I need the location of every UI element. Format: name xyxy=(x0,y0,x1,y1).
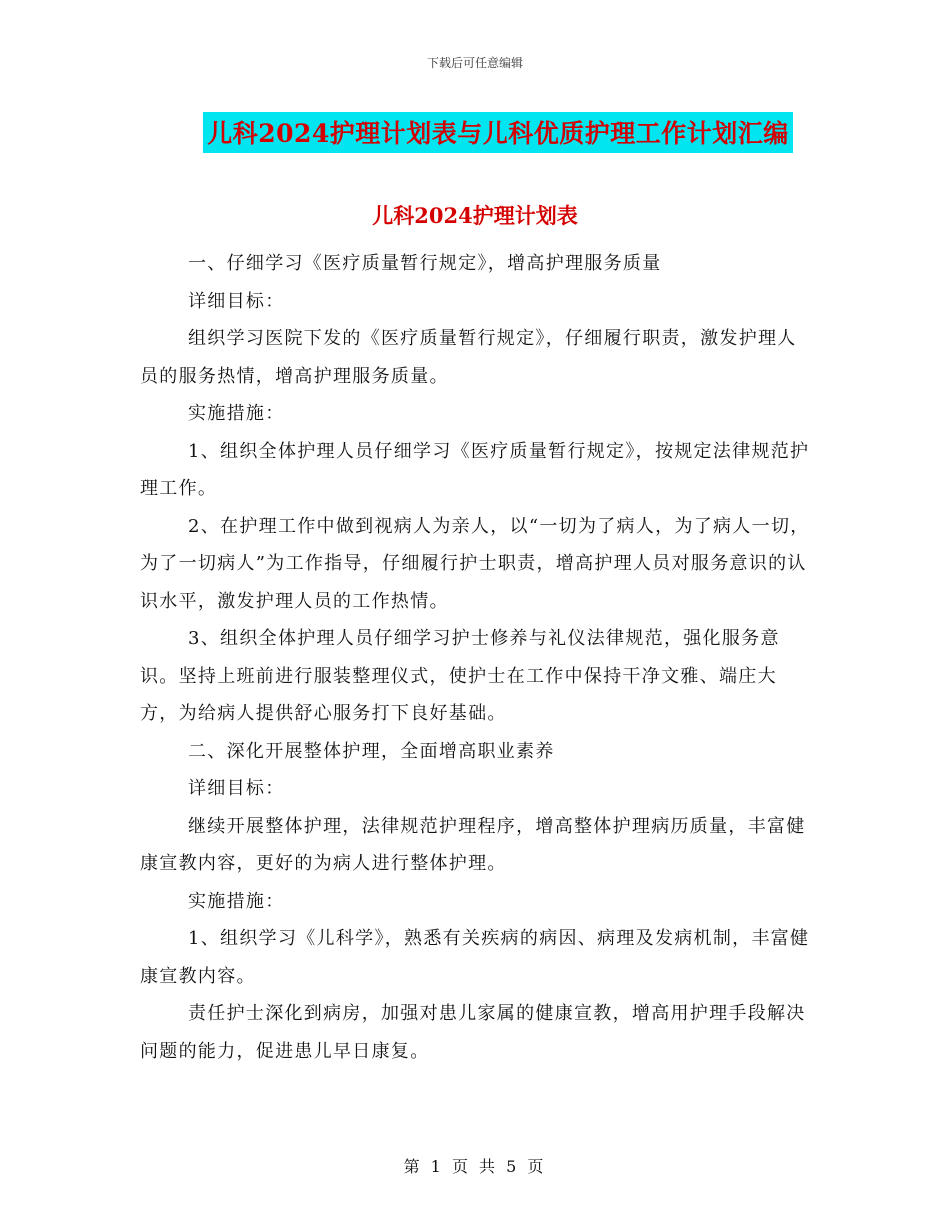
paragraph: 实施措施： xyxy=(188,890,285,912)
paragraph: 1、组织学习《儿科学》，熟悉有关疾病的病因、病理及发病机制，丰富健康宣教内容。 xyxy=(140,928,810,987)
section-title: 儿科2024护理计划表 xyxy=(372,203,578,228)
paragraph: 详细目标： xyxy=(188,778,285,799)
paragraph: 组织学习医院下发的《医疗质量暂行规定》，仔细履行职责，激发护理人员的服务热情，增高护理服务质量。 xyxy=(140,328,797,387)
paragraph: 2、在护理工作中做到视病人为亲人，以“一切为了病人，为了病人一切，为了一切病人”为工作指导，仔细履行护士职责，增高护理人员对服务意识的认识水平，激发护理人员的工作热情。 xyxy=(140,515,810,612)
paragraph: 继续开展整体护理，法律规范护理程序，增高整体护理病历质量，丰富健康宣教内容，更好的为病人进行整体护理。 xyxy=(140,815,806,874)
paragraph: 责任护士深化到病房，加强对患儿家属的健康宣教，增高用护理手段解决问题的能力，促进患儿早日康复。 xyxy=(140,1003,806,1062)
header-note: 下载后可任意编辑 xyxy=(426,56,523,70)
paragraph: 详细目标： xyxy=(188,290,285,312)
document-title-wrapper xyxy=(0,112,950,153)
paragraph: 3、组织全体护理人员仔细学习护士修养与礼仪法律规范，强化服务意识。坚持上班前进行服装整理仪式，使护士在工作中保持干净文雅、端庄大方，为给病人提供舒心服务打下良好基础。 xyxy=(140,628,780,724)
paragraph: 1、组织全体护理人员仔细学习《医疗质量暂行规定》，按规定法律规范护理工作。 xyxy=(140,440,810,499)
paragraph: 一、仔细学习《医疗质量暂行规定》，增高护理服务质量 xyxy=(188,253,662,274)
document-body xyxy=(140,245,812,1070)
paragraph: 实施措施： xyxy=(188,403,285,424)
page-number-footer: 第 1 页 共 5 页 xyxy=(403,1157,547,1176)
document-title: 儿科2024护理计划表与儿科优质护理工作计划汇编 xyxy=(203,112,793,153)
paragraph: 二、深化开展整体护理，全面增高职业素养 xyxy=(188,740,555,762)
